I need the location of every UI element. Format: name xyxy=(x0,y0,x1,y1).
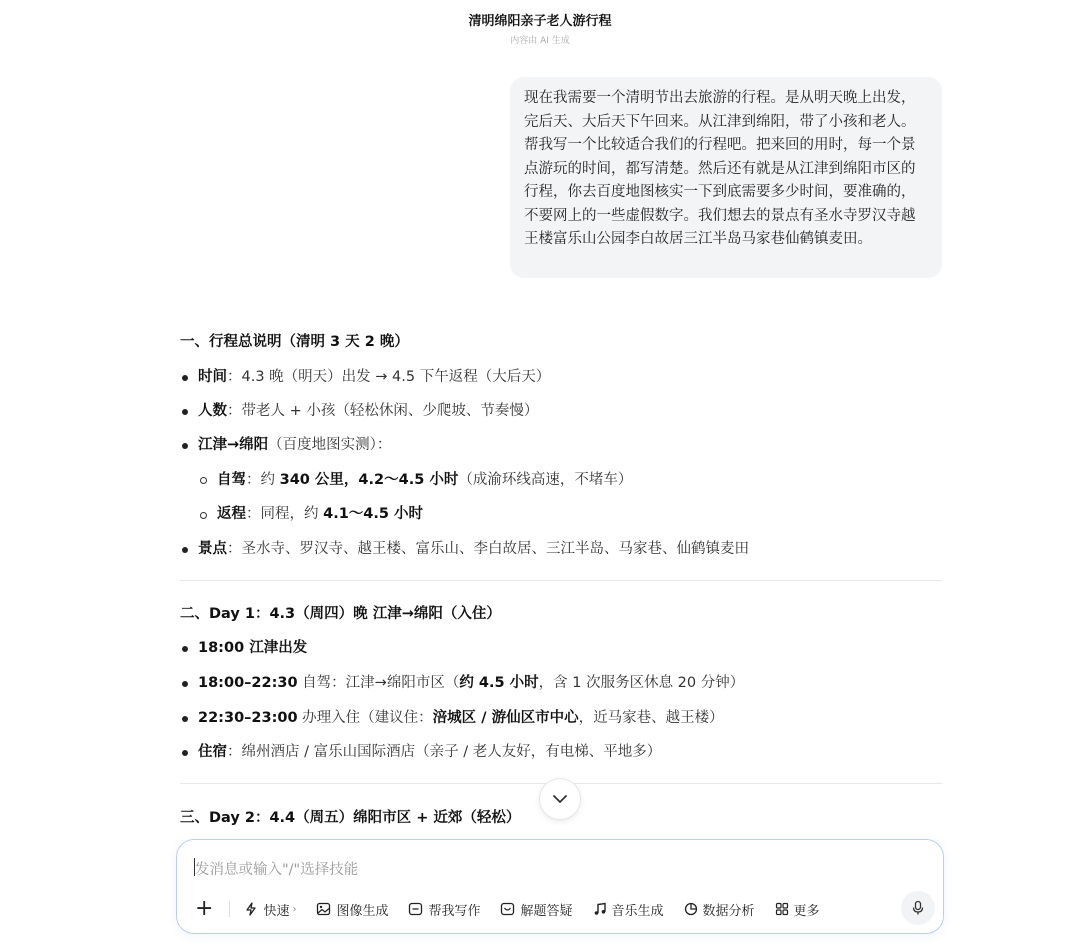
add-attachment-button[interactable]: + xyxy=(195,896,214,921)
list-item-time: 时间：4.3 晚（明天）出发 → 4.5 下午返程（大后天） xyxy=(198,369,551,385)
microphone-icon xyxy=(911,900,925,916)
problem-solving-button[interactable]: 解题答疑 xyxy=(500,900,572,919)
bullet xyxy=(182,375,188,381)
sub-bullet xyxy=(200,512,207,519)
message-input[interactable]: 发消息或输入"/"选择技能 xyxy=(195,862,359,878)
list-item: 18:00–22:30 自驾：江津→绵阳市区（约 4.5 小时，含 1 次服务区休息 20 分钟） xyxy=(198,675,745,691)
user-message-bubble: 现在我需要一个清明节出去旅游的行程。是从明天晚上出发，完后天、大后天下午回来。从江津到绵阳，带了小孩和老人。帮我写一个比较适合我们的行程吧。把来回的用时，每一个景点游玩的时间，都写清楚。然后还有就是从江津到绵阳市区的行程，你去百度地图核实一下到底需要多少时间，要准确的，不要网上的一些虚假数字。我们想去的景点有圣水寺罗汉寺越王楼富乐山公园李白故居三江半岛马家巷仙鹤镇麦田。 xyxy=(510,77,942,278)
bullet xyxy=(182,716,188,722)
more-tools-button[interactable]: 更多 xyxy=(775,900,820,919)
chat-title: 清明绵阳亲子老人游行程 xyxy=(468,14,612,29)
list-item-people: 人数：带老人 + 小孩（轻松休闲、少爬坡、节奏慢） xyxy=(198,403,539,419)
divider xyxy=(180,580,942,581)
writing-assistant-button[interactable]: 帮我写作 xyxy=(408,900,480,919)
scroll-to-bottom-button[interactable] xyxy=(539,778,581,820)
sub-bullet xyxy=(200,477,207,484)
message-composer[interactable] xyxy=(176,839,944,934)
lightning-icon xyxy=(244,902,258,916)
list-item: 18:00 江津出发 xyxy=(198,640,308,656)
image-icon xyxy=(316,902,331,916)
bullet xyxy=(182,409,188,415)
chevron-down-icon xyxy=(552,794,568,804)
answer-icon xyxy=(500,902,515,916)
ai-generated-note: 内容由 AI 生成 xyxy=(510,36,570,46)
voice-input-button[interactable] xyxy=(901,891,935,925)
grid-icon xyxy=(775,902,789,916)
section-heading: 二、Day 1：4.3（周四）晚 江津→绵阳（入住） xyxy=(180,606,501,622)
section-heading: 一、行程总说明（清明 3 天 2 晚） xyxy=(180,334,409,350)
bullet xyxy=(182,681,188,687)
chevron-right-icon: › xyxy=(292,903,297,915)
toolbar-divider xyxy=(229,901,230,917)
bullet xyxy=(182,646,188,652)
list-item-route: 江津→绵阳（百度地图实测）： xyxy=(198,437,392,453)
data-analysis-button[interactable]: 数据分析 xyxy=(684,900,755,919)
pie-icon xyxy=(684,902,698,916)
bullet xyxy=(182,750,188,756)
sub-item-return: 返程：同程，约 4.1～4.5 小时 xyxy=(217,506,424,522)
section-heading: 三、Day 2：4.4（周五）绵阳市区 + 近郊（轻松） xyxy=(180,810,521,826)
bullet xyxy=(182,547,188,553)
list-item: 22:30–23:00 办理入住（建议住：涪城区 / 游仙区市中心，近马家巷、越王楼） xyxy=(198,710,724,726)
music-icon xyxy=(593,902,607,916)
quick-mode-button[interactable]: 快速 › xyxy=(244,900,296,919)
list-item: 住宿：绵州酒店 / 富乐山国际酒店（亲子 / 老人友好，有电梯、平地多） xyxy=(198,744,662,760)
bullet xyxy=(182,443,188,449)
sub-item-drive: 自驾：约 340 公里，4.2～4.5 小时（成渝环线高速，不堵车） xyxy=(217,472,633,488)
composer-toolbar xyxy=(195,898,840,920)
music-generation-button[interactable]: 音乐生成 xyxy=(593,900,664,919)
list-item-spots: 景点：圣水寺、罗汉寺、越王楼、富乐山、李白故居、三江半岛、马家巷、仙鹤镇麦田 xyxy=(198,541,749,557)
chat-header xyxy=(0,0,1080,56)
pen-icon xyxy=(408,902,423,916)
image-generation-button[interactable]: 图像生成 xyxy=(316,900,388,919)
